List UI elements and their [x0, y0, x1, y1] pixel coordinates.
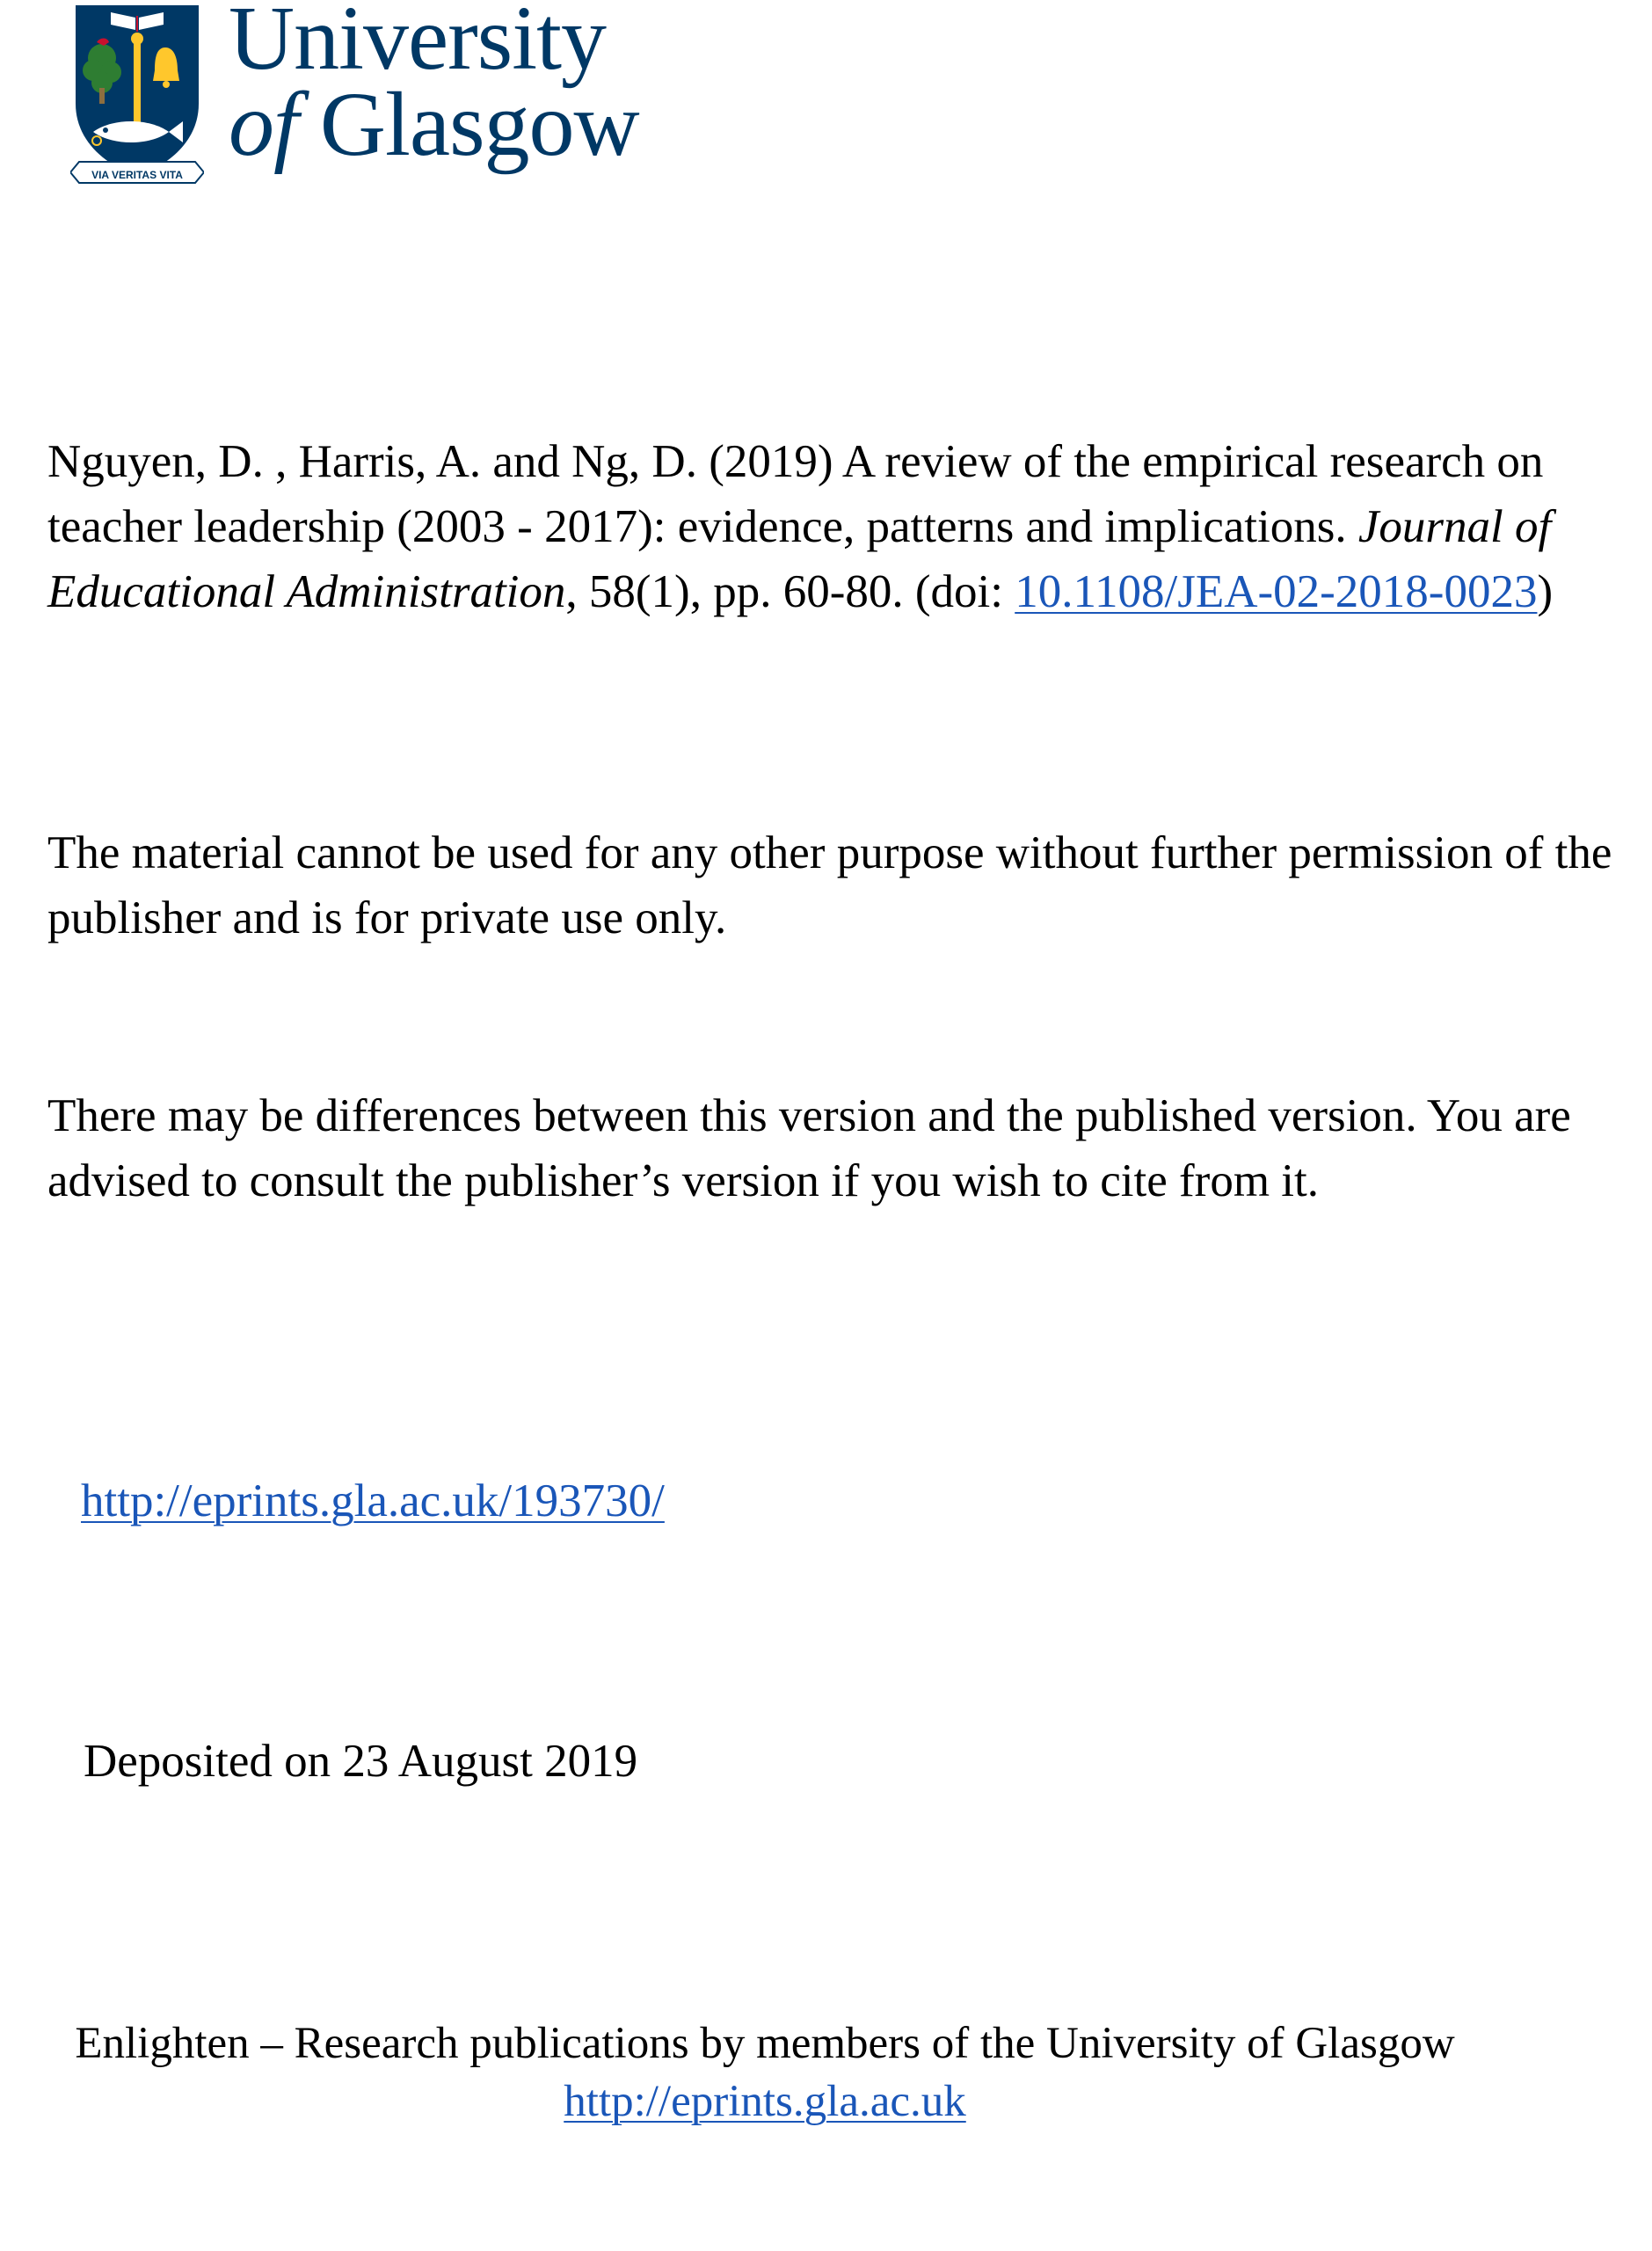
citation-details: , 58(1), pp. 60-80. (doi:: [565, 566, 1003, 617]
version-notice: There may be differences between this version and the published version. You are advised to consult the publisher’s version if you wish to cite from it.: [47, 1090, 1571, 1206]
university-wordmark: [229, 0, 639, 175]
wordmark-of: of: [229, 74, 298, 175]
footer: [70, 2017, 1459, 2128]
usage-notice: The material cannot be used for any other purpose without further permission of the publisher and is for private use only.: [47, 827, 1612, 943]
citation-close: ): [1537, 566, 1554, 617]
citation-journal: Journal of Educational Administration: [47, 501, 1552, 617]
wordmark-glasgow: Glasgow: [319, 74, 639, 175]
footer-link[interactable]: http://eprints.gla.ac.uk: [564, 2077, 966, 2126]
eprint-link[interactable]: http://eprints.gla.ac.uk/193730/: [81, 1475, 665, 1526]
doi-link[interactable]: 10.1108/JEA-02-2018-0023: [1015, 566, 1538, 617]
footer-text: Enlighten – Research publications by members of the University of Glasgow: [75, 2019, 1455, 2068]
citation: [47, 429, 1612, 624]
wordmark-line1: University: [229, 0, 607, 89]
deposited-date: Deposited on 23 August 2019: [84, 1736, 638, 1787]
wordmark-line2: [229, 74, 639, 175]
university-logo: [70, 0, 703, 189]
motto-text: VIA VERITAS VITA: [91, 169, 183, 181]
citation-text: Nguyen, D. , Harris, A. and Ng, D. (2019) A review of the empirical research on teacher leadership (2003 - 2017): evidence, patterns and implications.: [47, 436, 1544, 552]
university-crest-icon: [70, 0, 204, 186]
motto-ribbon: [77, 164, 197, 185]
